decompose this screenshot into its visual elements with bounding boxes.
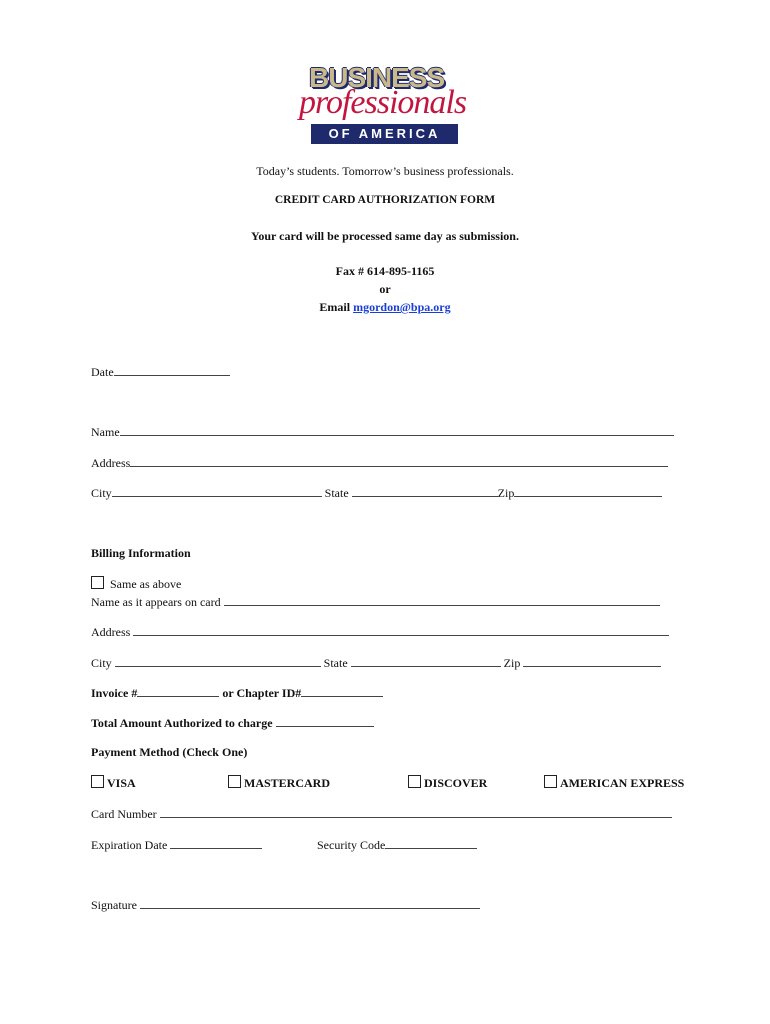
email-link[interactable]: mgordon@bpa.org xyxy=(353,300,451,314)
logo-professionals-text: professionals xyxy=(299,84,467,121)
name-line[interactable] xyxy=(120,424,674,436)
name-on-card-label: Name as it appears on card xyxy=(91,595,221,609)
amex-checkbox[interactable] xyxy=(544,775,557,788)
date-label: Date xyxy=(91,365,114,379)
tagline: Today’s students. Tomorrow’s business professionals. xyxy=(256,164,514,178)
date-line[interactable] xyxy=(114,364,230,376)
total-amount-field[interactable] xyxy=(91,715,374,731)
total-amount-line[interactable] xyxy=(276,715,374,727)
visa-checkbox[interactable] xyxy=(91,775,104,788)
mastercard-label: MASTERCARD xyxy=(244,776,331,790)
city-line[interactable] xyxy=(112,485,322,497)
state-line[interactable] xyxy=(352,485,498,497)
discover-checkbox[interactable] xyxy=(408,775,421,788)
expiration-date-field[interactable] xyxy=(91,837,262,853)
billing-state-line[interactable] xyxy=(351,655,501,667)
form-title: CREDIT CARD AUTHORIZATION FORM xyxy=(274,194,496,206)
date-field[interactable] xyxy=(91,364,230,380)
billing-city-state-zip-field[interactable] xyxy=(91,655,661,671)
billing-address-field[interactable] xyxy=(91,624,669,640)
signature-field[interactable] xyxy=(91,897,480,913)
billing-city-line[interactable] xyxy=(115,655,321,667)
mastercard-checkbox[interactable] xyxy=(228,775,241,788)
security-code-line[interactable] xyxy=(385,837,477,849)
state-label: State xyxy=(324,486,349,500)
expiration-date-line[interactable] xyxy=(170,837,262,849)
name-label: Name xyxy=(91,425,120,439)
same-as-above-label: Same as above xyxy=(110,577,182,591)
billing-zip-line[interactable] xyxy=(523,655,661,667)
chapter-id-label: or Chapter ID# xyxy=(222,686,302,700)
total-amount-label: Total Amount Authorized to charge xyxy=(91,716,273,730)
invoice-label: Invoice # xyxy=(91,686,138,700)
chapter-id-line[interactable] xyxy=(301,685,383,697)
zip-label: Zip xyxy=(497,486,515,500)
address-line[interactable] xyxy=(130,455,668,467)
payment-option-visa[interactable] xyxy=(91,775,136,791)
expiration-date-label: Expiration Date xyxy=(91,838,168,852)
processing-note: Your card will be processed same day as submission. xyxy=(251,229,519,243)
signature-label: Signature xyxy=(91,898,137,912)
name-field[interactable] xyxy=(91,424,674,440)
or-text: or xyxy=(379,282,391,296)
same-as-above-option[interactable] xyxy=(91,576,181,592)
card-number-line[interactable] xyxy=(160,806,672,818)
fax-number: Fax # 614-895-1165 xyxy=(335,264,435,278)
billing-address-line[interactable] xyxy=(133,624,669,636)
payment-option-amex[interactable] xyxy=(544,775,684,791)
address-field[interactable] xyxy=(91,455,668,471)
payment-method-heading: Payment Method (Check One) xyxy=(91,745,248,759)
discover-label: DISCOVER xyxy=(424,776,488,790)
payment-option-discover[interactable] xyxy=(408,775,487,791)
card-number-label: Card Number xyxy=(91,807,157,821)
zip-line[interactable] xyxy=(514,485,662,497)
email-label: Email xyxy=(319,300,354,314)
address-label: Address xyxy=(91,456,131,470)
invoice-field[interactable] xyxy=(91,685,383,701)
name-on-card-line[interactable] xyxy=(224,594,660,606)
billing-state-label: State xyxy=(323,656,348,670)
amex-label: AMERICAN EXPRESS xyxy=(560,776,685,790)
billing-heading: Billing Information xyxy=(91,546,191,560)
card-number-field[interactable] xyxy=(91,806,672,822)
billing-address-label: Address xyxy=(91,625,131,639)
logo-of-america-text: OF AMERICA xyxy=(311,124,458,144)
logo-business-text: BUSINESS xyxy=(309,62,445,93)
payment-option-mastercard[interactable] xyxy=(228,775,330,791)
security-code-field[interactable] xyxy=(317,837,477,853)
signature-line[interactable] xyxy=(140,897,480,909)
city-state-zip-field[interactable] xyxy=(91,485,662,501)
visa-label: VISA xyxy=(107,776,136,790)
security-code-label: Security Code xyxy=(317,838,386,852)
bpa-logo xyxy=(295,62,475,148)
same-as-above-checkbox[interactable] xyxy=(91,576,104,589)
name-on-card-field[interactable] xyxy=(91,594,660,610)
email-line xyxy=(0,300,770,315)
invoice-line[interactable] xyxy=(137,685,219,697)
billing-city-label: City xyxy=(91,656,112,670)
city-label: City xyxy=(91,486,112,500)
billing-zip-label: Zip xyxy=(503,656,521,670)
